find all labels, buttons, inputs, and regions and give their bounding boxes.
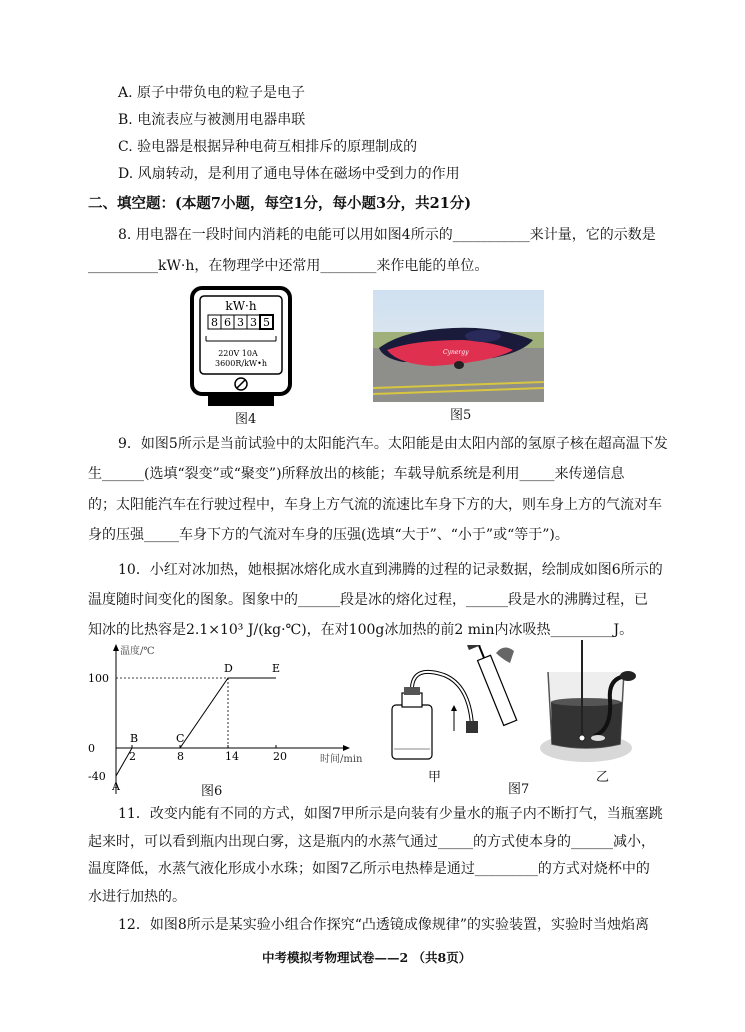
- x-tick-label: 8: [177, 750, 184, 763]
- meter-unit: kW·h: [225, 299, 257, 313]
- q11-line-4: 水进行加热的。: [88, 889, 186, 905]
- q12-line-1: 12．如图8所示是某实验小组合作探究“凸透镜成像规律”的实验装置，实验时当烛焰离: [118, 917, 650, 933]
- meter-digit-1: 8: [211, 316, 218, 329]
- y-tick-label: 0: [88, 742, 95, 755]
- fig4-caption: 图4: [235, 412, 257, 427]
- pump-bottle-figure: [384, 645, 529, 765]
- meter-digit-2: 6: [224, 316, 231, 329]
- meter-digit-5: 5: [263, 316, 270, 329]
- q10-line-1: 10．小红对冰加热，她根据冰熔化成水直到沸腾的过程的记录数据，绘制成如图6所示的: [118, 562, 663, 578]
- bottle-icon: [392, 705, 432, 759]
- point-label-e: E: [272, 662, 281, 675]
- meter-digit-3: 3: [237, 316, 244, 329]
- x-tick-label: 14: [225, 750, 239, 763]
- meter-digit-4: 3: [250, 316, 257, 329]
- q8-line-2: __________kW·h，在物理学中还常用________来作电能的单位。: [88, 258, 489, 274]
- x-tick-label: 2: [129, 750, 136, 763]
- x-axis-label: 时间/min: [320, 754, 363, 765]
- q9-line-1: 9．如图5所示是当前试验中的太阳能汽车。太阳能是由太阳内部的氢原子核在超高温下发: [118, 436, 668, 452]
- temperature-time-chart: [84, 642, 364, 798]
- beaker-heater-figure: [536, 640, 636, 764]
- q11-line-1: 11．改变内能有不同的方式，如图7甲所示是向装有少量水的瓶子内不断打气，当瓶塞跳: [118, 806, 663, 822]
- pump-icon: [467, 645, 520, 727]
- page-footer: 中考模拟考物理试卷——2 （共8页）: [262, 950, 472, 965]
- y-tick-label: 100: [88, 672, 109, 685]
- point-label-d: D: [224, 662, 233, 675]
- fig7-left-label: 甲: [428, 770, 442, 785]
- fig7-caption: 图7: [508, 782, 530, 797]
- x-tick-label: 20: [273, 750, 287, 763]
- q9-line-4: 身的压强_____车身下方的气流对车身的压强(选填“大于”、“小于”或“等于”)。: [88, 527, 569, 543]
- meter-spec-line-2: 3600R/kW•h: [214, 359, 268, 368]
- q9-line-2: 生______(选填“裂变”或“聚变”)所释放出的核能；车载导航系统是利用_____来传递信息: [88, 466, 625, 482]
- section-heading: 二、填空题：(本题7小题，每空1分，每小题3分，共21分): [88, 195, 472, 212]
- hand-icon: [496, 647, 514, 663]
- electricity-meter-figure: [190, 286, 292, 410]
- point-label-a: A: [112, 780, 120, 793]
- q10-line-2: 温度随时间变化的图象。图象中的______段是冰的熔化过程，______段是水的沸腾过程，已: [88, 592, 648, 608]
- q10-line-3: 知冰的比热容是2.1×10³ J/(kg·℃)，在对100g冰加热的前2 min内冰吸热_________J。: [88, 622, 634, 638]
- fig6-caption: 图6: [201, 784, 223, 799]
- car-brand-text: Cynergy: [443, 349, 469, 356]
- q8-line-1: 8. 用电器在一段时间内消耗的电能可以用如图4所示的___________来计量，它的示数是: [118, 227, 656, 243]
- temperature-curve: [116, 678, 276, 776]
- option-d: D. 风扇转动，是利用了通电导体在磁场中受到力的作用: [118, 166, 460, 182]
- option-a: A. 原子中带负电的粒子是电子: [118, 85, 306, 101]
- point-label-b: B: [130, 732, 139, 745]
- meter-digits: [208, 315, 273, 329]
- y-tick-label: -40: [88, 770, 106, 783]
- q11-line-2: 起来时，可以看到瓶内出现白雾，这是瓶内的水蒸气通过_____的方式使本身的______减小，: [88, 834, 655, 850]
- option-c: C. 验电器是根据异种电荷互相排斥的原理制成的: [118, 139, 418, 155]
- point-label-c: C: [176, 732, 185, 745]
- stopper-icon: [404, 687, 420, 695]
- meter-spec-line-1: 220V 10A: [218, 349, 258, 358]
- q9-line-3: 的；太阳能汽车在行驶过程中，车身上方气流的流速比车身下方的大，则车身上方的气流对车: [88, 497, 662, 513]
- fig7-right-label: 乙: [596, 770, 610, 785]
- solar-car-photo: [373, 290, 544, 402]
- fig5-caption: 图5: [450, 408, 472, 423]
- q11-line-3: 温度降低，水蒸气液化形成小水珠；如图7乙所示电热棒是通过_________的方式对烧杯中的: [88, 861, 650, 877]
- y-axis-label: 温度/℃: [120, 646, 155, 657]
- option-b: B. 电流表应与被测用电器串联: [118, 112, 306, 128]
